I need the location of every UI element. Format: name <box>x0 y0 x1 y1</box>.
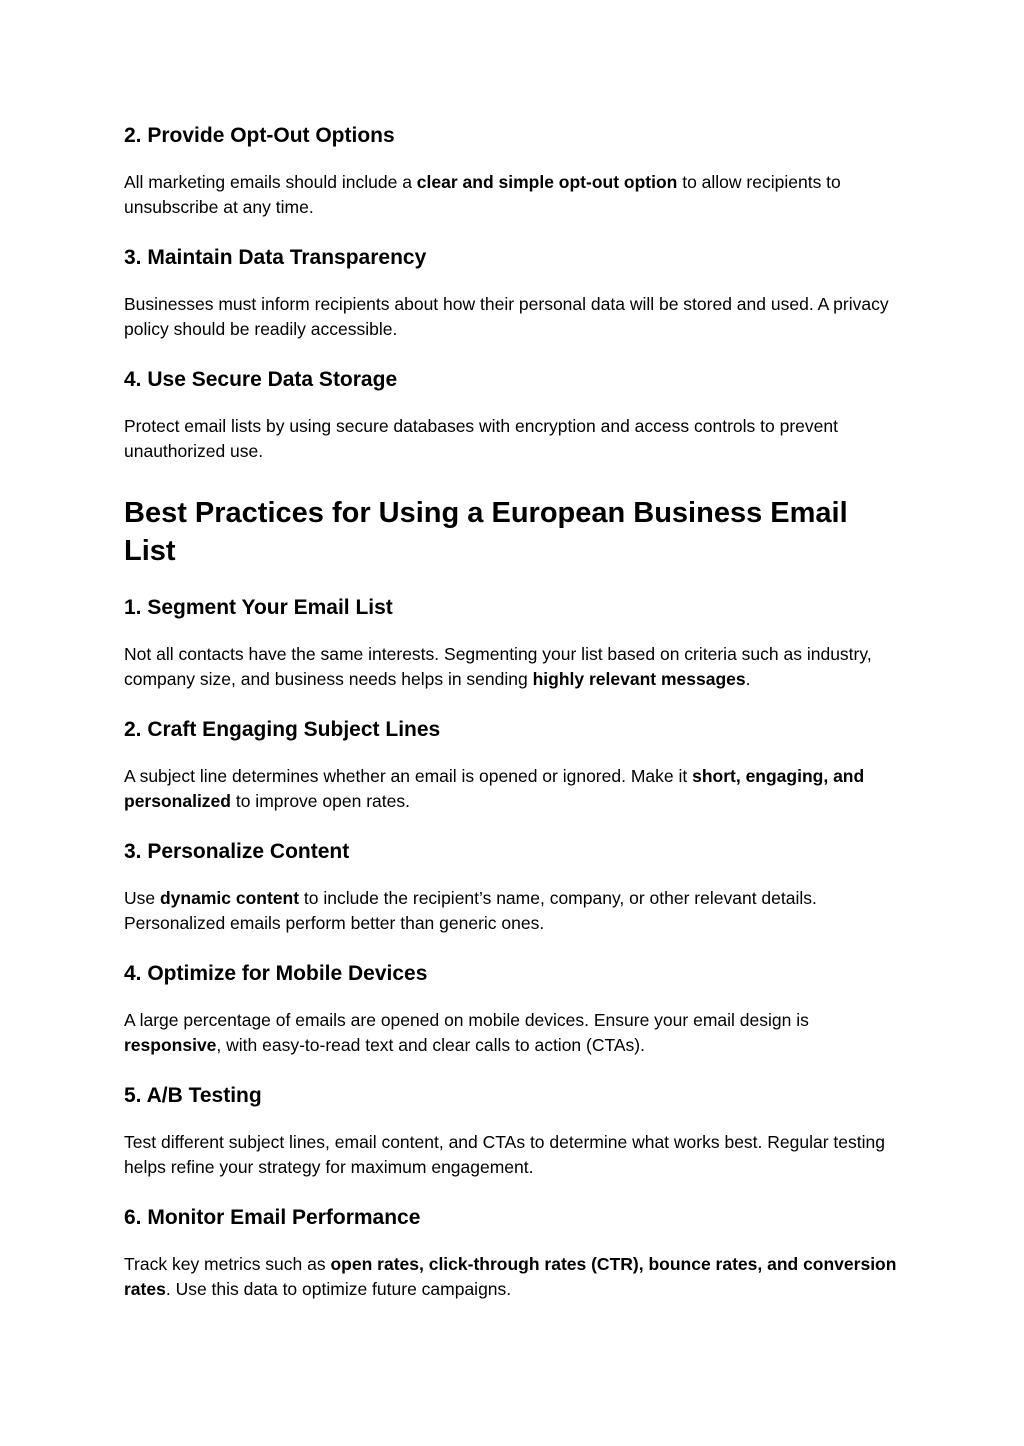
practice-paragraph-ab-testing <box>124 1130 904 1180</box>
text-run: Track key metrics such as <box>124 1254 331 1274</box>
section-paragraph-data-transparency <box>124 292 904 342</box>
practice-heading-monitor: 6. Monitor Email Performance <box>124 1206 421 1229</box>
practice-paragraph-personalize <box>124 886 904 936</box>
practice-paragraph-subject-lines <box>124 764 904 814</box>
practice-paragraph-mobile <box>124 1008 904 1058</box>
text-run: Businesses must inform recipients about how their personal data will be stored and used. A privacy policy should be readily accessible. <box>124 294 889 339</box>
text-run: All marketing emails should include a <box>124 172 417 192</box>
best-practices-title: Best Practices for Using a European Business Email List <box>124 497 848 567</box>
text-run: Not all contacts have the same interests. Segmenting your list based on criteria such as industry, company size, and business needs helps in sending <box>124 644 872 689</box>
practice-heading-ab-testing: 5. A/B Testing <box>124 1084 262 1107</box>
text-run: Protect email lists by using secure databases with encryption and access controls to prevent unauthorized use. <box>124 416 838 461</box>
practice-paragraph-segment <box>124 642 904 692</box>
bold-text-run: open rates, click-through rates (CTR), bounce rates, and conversion rates <box>124 1254 897 1299</box>
text-run: . Use this data to optimize future campaigns. <box>165 1279 512 1299</box>
text-run: A large percentage of emails are opened on mobile devices. Ensure your email design is <box>124 1010 809 1030</box>
section-paragraph-secure-storage <box>124 414 904 464</box>
bold-text-run: clear and simple opt-out option <box>416 172 678 192</box>
document-body <box>124 122 904 1326</box>
practice-heading-mobile: 4. Optimize for Mobile Devices <box>124 962 428 985</box>
bold-text-run: highly relevant messages <box>532 669 746 689</box>
section-heading-opt-out: 2. Provide Opt-Out Options <box>124 124 395 147</box>
practice-paragraph-monitor <box>124 1252 904 1302</box>
text-run: . <box>745 669 751 689</box>
text-run: A subject line determines whether an email is opened or ignored. Make it <box>124 766 693 786</box>
text-run: Test different subject lines, email content, and CTAs to determine what works best. Regular testing helps refine your strategy for maximum engagement. <box>124 1132 885 1177</box>
section-paragraph-opt-out <box>124 170 904 220</box>
text-run: Use <box>124 888 160 908</box>
section-heading-data-transparency: 3. Maintain Data Transparency <box>124 246 427 269</box>
text-run: to include the recipient’s name, company, or other relevant details. Personalized emails perform better than generic ones. <box>124 888 817 933</box>
practice-heading-segment: 1. Segment Your Email List <box>124 596 393 619</box>
text-run: , with easy-to-read text and clear calls to action (CTAs). <box>216 1035 645 1055</box>
text-run: to allow recipients to unsubscribe at any time. <box>124 172 841 217</box>
bold-text-run: dynamic content <box>159 888 300 908</box>
bold-text-run: responsive <box>124 1035 217 1055</box>
section-heading-secure-storage: 4. Use Secure Data Storage <box>124 368 398 391</box>
practice-heading-subject-lines: 2. Craft Engaging Subject Lines <box>124 718 441 741</box>
practice-heading-personalize: 3. Personalize Content <box>124 840 350 863</box>
bold-text-run: short, engaging, and personalized <box>124 766 865 811</box>
text-run: to improve open rates. <box>230 791 410 811</box>
